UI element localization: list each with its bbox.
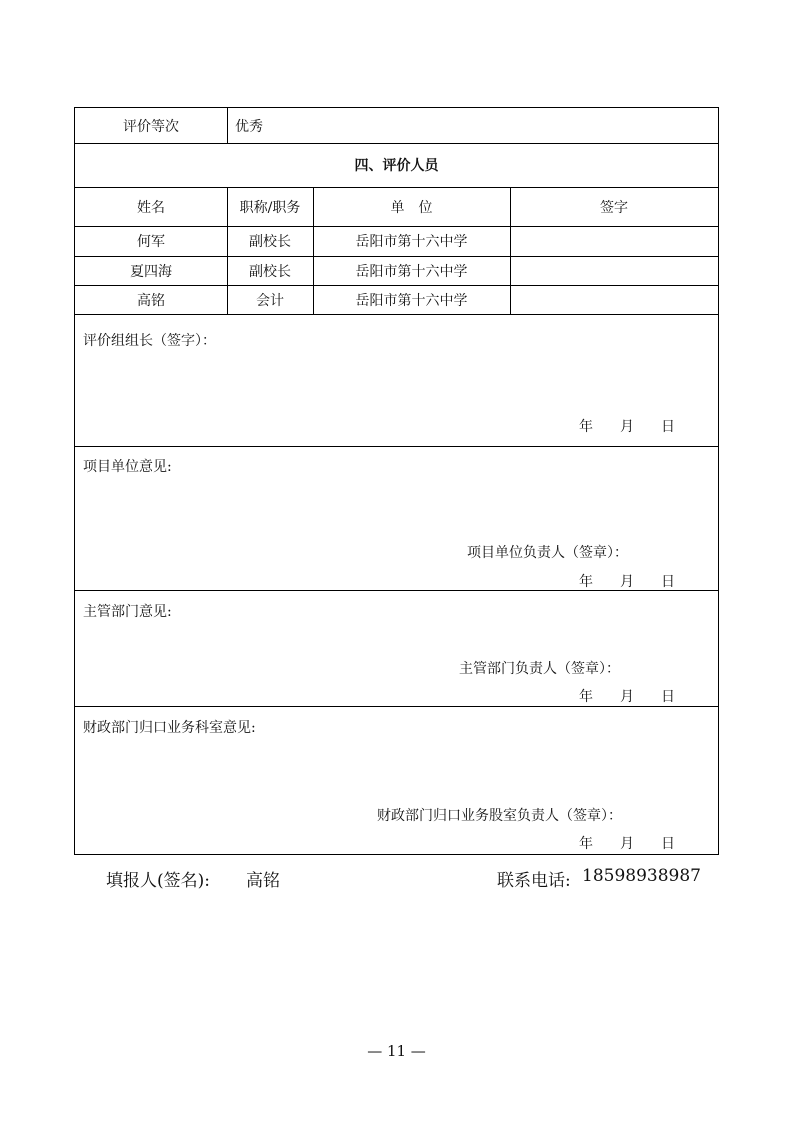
page-number: — 11 — [367,1042,426,1060]
evaluator-unit: 岳阳市第十六中学 [355,263,468,280]
date-day-label: 日 [661,689,675,705]
date-day-label: 日 [661,836,675,852]
phone-number: 18598938987 [582,866,701,886]
header-name: 姓名 [137,199,165,216]
supervisor-signer: 主管部门负责人（签章）： [459,661,620,677]
date-day-label: 日 [661,574,675,590]
date-line [579,571,679,589]
phone-label: 联系电话: [497,871,571,891]
date-year-label: 年 [579,574,593,590]
evaluator-title: 会计 [256,292,284,309]
header-signature: 签字 [600,199,628,216]
finance-signer: 财政部门归口业务股室负责人（签章）： [377,808,622,824]
date-line [579,833,679,851]
evaluator-title: 副校长 [249,234,291,250]
evaluator-signature[interactable] [510,285,718,314]
row-divider [75,314,718,315]
evaluator-name: 高铭 [137,292,165,309]
project-unit-signer: 项目单位负责人（签章）： [467,545,628,561]
row-divider [75,446,718,447]
group-leader-label: 评价组组长（签字）： [83,333,216,349]
finance-label: 财政部门归口业务科室意见: [83,720,256,736]
col-divider [227,108,228,143]
date-year-label: 年 [579,836,593,852]
rating-value: 优秀 [235,118,263,135]
project-unit-label: 项目单位意见: [83,459,172,475]
header-title: 职称/职务 [239,199,301,216]
header-unit: 单 位 [390,199,433,216]
evaluator-unit: 岳阳市第十六中学 [355,292,468,309]
date-month-label: 月 [620,836,634,852]
date-month-label: 月 [620,574,634,590]
date-day-label: 日 [661,419,675,435]
date-year-label: 年 [579,689,593,705]
evaluator-signature[interactable] [510,256,718,285]
date-line [579,416,679,434]
evaluator-title: 副校长 [249,263,291,280]
evaluator-name: 夏四海 [130,263,172,280]
filler-name: 高铭 [246,871,280,891]
filler-label: 填报人(签名): [106,871,210,891]
section-four-title: 四、评价人员 [354,158,439,174]
date-line [579,686,679,704]
date-month-label: 月 [620,689,634,705]
rating-label: 评价等次 [123,118,179,135]
evaluator-signature[interactable] [510,226,718,256]
date-month-label: 月 [620,419,634,435]
supervisor-label: 主管部门意见: [83,604,172,620]
evaluator-unit: 岳阳市第十六中学 [355,234,468,250]
evaluator-name: 何军 [137,234,165,250]
evaluation-form-table [74,107,719,855]
row-divider [75,706,718,707]
date-year-label: 年 [579,419,593,435]
